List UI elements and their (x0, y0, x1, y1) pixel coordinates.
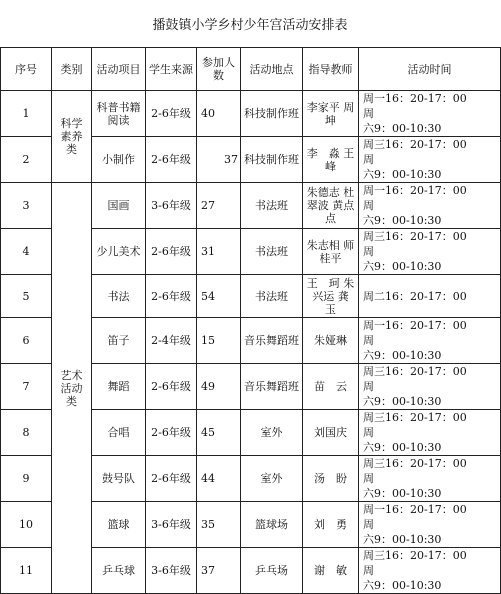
teacher-names: 王 珂 朱兴运 龚 玉 (303, 275, 359, 318)
activity-item: 国画 (92, 183, 146, 229)
student-grade: 3-6年级 (146, 183, 197, 229)
header-row (1, 48, 501, 91)
activity-time-line2: 六9：00-10:30 (363, 349, 442, 362)
row-number: 1 (1, 91, 52, 137)
table-row (1, 91, 501, 137)
activity-time-line1: 周三16：20-17：00 周 (363, 411, 489, 439)
activity-time-line1: 周一16：20-17：00 周 (363, 319, 489, 347)
category-arts: 艺术活动类 (52, 183, 92, 594)
row-number: 5 (1, 275, 52, 318)
student-grade: 2-6年级 (146, 275, 197, 318)
activity-place: 书法班 (241, 275, 303, 318)
activity-place: 音乐舞蹈班 (241, 318, 303, 364)
row-number: 4 (1, 229, 52, 275)
participant-count: 45 (197, 410, 241, 456)
activity-time-line1: 周三16：20-17：00 周 (363, 549, 489, 577)
activity-time (359, 183, 501, 229)
activity-place: 乒乓场 (241, 548, 303, 594)
activity-item: 笛子 (92, 318, 146, 364)
row-number: 6 (1, 318, 52, 364)
row-number: 11 (1, 548, 52, 594)
activity-item: 乒乓球 (92, 548, 146, 594)
activity-time-line1: 周三16：20-17：00 周 (363, 365, 489, 393)
student-grade: 2-6年级 (146, 229, 197, 275)
activity-item: 少儿美术 (92, 229, 146, 275)
activity-item: 小制作 (92, 137, 146, 183)
activity-time-line2: 六9：00-10:30 (363, 533, 442, 546)
activity-item: 书法 (92, 275, 146, 318)
teacher-names: 谢 敏 (303, 548, 359, 594)
participant-count: 40 (197, 91, 241, 137)
row-number: 9 (1, 456, 52, 502)
activity-item: 科普书籍阅读 (92, 91, 146, 137)
teacher-names: 朱德志 杜翠波 黄点点 (303, 183, 359, 229)
participant-count: 49 (197, 364, 241, 410)
activity-time-line2: 六9：00-10:30 (363, 487, 442, 500)
activity-time-line2: 六9：00-10:30 (363, 260, 442, 273)
activity-place: 书法班 (241, 183, 303, 229)
header-place: 活动地点 (241, 48, 303, 91)
activity-place: 室外 (241, 410, 303, 456)
activity-time (359, 275, 501, 318)
table-row (1, 183, 501, 229)
activity-time (359, 410, 501, 456)
activity-time-line2: 六9：00-10:30 (363, 122, 442, 135)
activity-place: 科技制作班 (241, 137, 303, 183)
activity-time (359, 137, 501, 183)
activity-time (359, 456, 501, 502)
teacher-names: 苗 云 (303, 364, 359, 410)
student-grade: 2-6年级 (146, 456, 197, 502)
activity-time (359, 502, 501, 548)
activity-time (359, 548, 501, 594)
student-grade: 2-6年级 (146, 91, 197, 137)
participant-count: 35 (197, 502, 241, 548)
header-time: 活动时间 (359, 48, 501, 91)
activity-time-line2: 六9：00-10:30 (363, 168, 442, 181)
activity-item: 合唱 (92, 410, 146, 456)
student-grade: 2-6年级 (146, 137, 197, 183)
participant-count: 31 (197, 229, 241, 275)
activity-time-line1: 周一16：20-17：00 周 (363, 503, 489, 531)
student-grade: 3-6年级 (146, 502, 197, 548)
activity-time-line2: 六9：00-10:30 (363, 441, 442, 454)
header-grade: 学生来源 (146, 48, 197, 91)
activity-place: 音乐舞蹈班 (241, 364, 303, 410)
activity-time-line1: 周二16：20-17：00 (363, 289, 467, 303)
teacher-names: 李家平 周 坤 (303, 91, 359, 137)
activity-place: 科技制作班 (241, 91, 303, 137)
teacher-names: 刘 勇 (303, 502, 359, 548)
activity-time-line2: 六9：00-10:30 (363, 214, 442, 227)
student-grade: 2-6年级 (146, 410, 197, 456)
header-category: 类别 (52, 48, 92, 91)
activity-place: 书法班 (241, 229, 303, 275)
sheet-title: 播鼓镇小学乡村少年宫活动安排表 (0, 0, 500, 48)
activity-time-line2: 六9：00-10:30 (363, 395, 442, 408)
schedule-table (0, 47, 501, 594)
category-science: 科学素养类 (52, 91, 92, 183)
participant-count: 44 (197, 456, 241, 502)
header-item: 活动项目 (92, 48, 146, 91)
activity-time-line1: 周一16：20-17：00 周 (363, 184, 489, 212)
teacher-names: 朱娅琳 (303, 318, 359, 364)
activity-time (359, 318, 501, 364)
participant-count: 37 (197, 548, 241, 594)
activity-item: 鼓号队 (92, 456, 146, 502)
row-number: 10 (1, 502, 52, 548)
activity-time-line1: 周三16：20-17：00 周 (363, 138, 489, 166)
participant-count: 15 (197, 318, 241, 364)
activity-place: 篮球场 (241, 502, 303, 548)
header-teacher: 指导教师 (303, 48, 359, 91)
student-grade: 2-6年级 (146, 364, 197, 410)
header-no: 序号 (1, 48, 52, 91)
activity-time-line1: 周三16：20-17：00 周 (363, 457, 489, 485)
teacher-names: 汤 盼 (303, 456, 359, 502)
teacher-names: 李 淼 王 峰 (303, 137, 359, 183)
activity-item: 舞蹈 (92, 364, 146, 410)
teacher-names: 朱志相 师桂平 (303, 229, 359, 275)
activity-time-line1: 周一16：20-17：00 周 (363, 92, 489, 120)
participant-count: 54 (197, 275, 241, 318)
participant-count: 37 (197, 137, 241, 183)
row-number: 7 (1, 364, 52, 410)
row-number: 8 (1, 410, 52, 456)
activity-time (359, 229, 501, 275)
activity-time-line2: 六9：00-10:30 (363, 579, 442, 592)
activity-place: 室外 (241, 456, 303, 502)
row-number: 3 (1, 183, 52, 229)
header-count: 参加人数 (197, 48, 241, 91)
activity-time (359, 91, 501, 137)
teacher-names: 刘国庆 (303, 410, 359, 456)
student-grade: 3-6年级 (146, 548, 197, 594)
activity-item: 篮球 (92, 502, 146, 548)
student-grade: 2-4年级 (146, 318, 197, 364)
row-number: 2 (1, 137, 52, 183)
activity-time-line1: 周三16：20-17：00 周 (363, 230, 489, 258)
participant-count: 27 (197, 183, 241, 229)
activity-time (359, 364, 501, 410)
